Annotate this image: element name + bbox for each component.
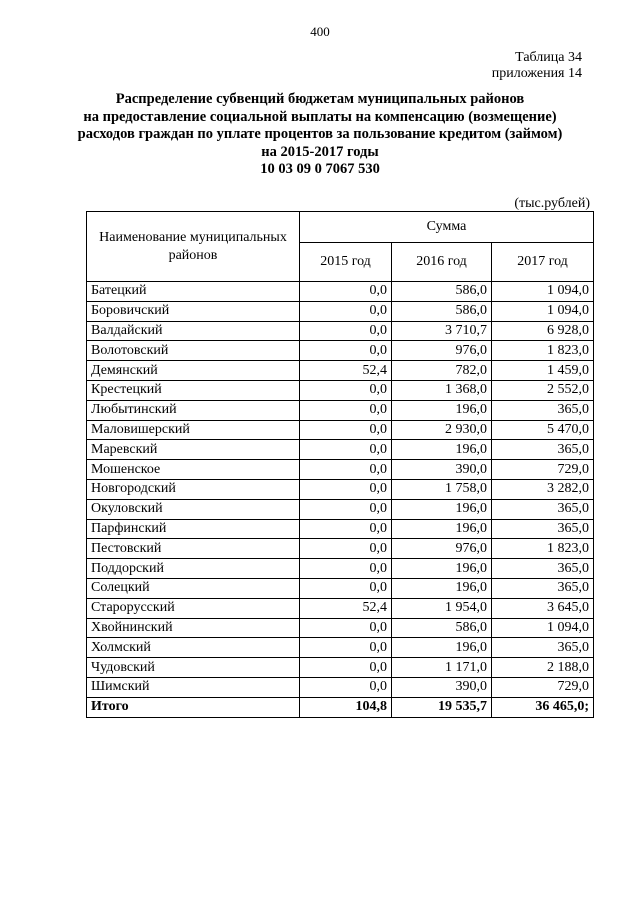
cell-district-name: Валдайский <box>87 321 300 341</box>
cell-amount-2015: 52,4 <box>300 361 392 381</box>
cell-amount-2016: 1 954,0 <box>392 598 492 618</box>
table-row <box>87 420 594 440</box>
cell-amount-2015: 0,0 <box>300 341 392 361</box>
document-title <box>40 91 600 179</box>
cell-amount-2016: 1 758,0 <box>392 479 492 499</box>
table-body <box>87 282 594 718</box>
cell-amount-2016: 976,0 <box>392 341 492 361</box>
table-row <box>87 361 594 381</box>
cell-amount-2015: 0,0 <box>300 578 392 598</box>
table-row <box>87 618 594 638</box>
cell-amount-2016: 196,0 <box>392 499 492 519</box>
cell-amount-2016: 196,0 <box>392 638 492 658</box>
cell-amount-2017: 1 094,0 <box>492 282 594 302</box>
cell-amount-2016: 196,0 <box>392 519 492 539</box>
cell-amount-2016: 2 930,0 <box>392 420 492 440</box>
cell-amount-2015: 0,0 <box>300 677 392 697</box>
table-reference-line1: Таблица 34 <box>515 50 582 65</box>
cell-district-name: Волотовский <box>87 341 300 361</box>
cell-district-name: Парфинский <box>87 519 300 539</box>
cell-amount-2015: 0,0 <box>300 479 392 499</box>
cell-amount-2015: 0,0 <box>300 380 392 400</box>
header-year-2017: 2017 год <box>492 243 594 282</box>
table-row <box>87 301 594 321</box>
cell-amount-2017: 5 470,0 <box>492 420 594 440</box>
table-reference-line2: приложения 14 <box>491 66 582 81</box>
cell-amount-2015: 0,0 <box>300 440 392 460</box>
cell-district-name: Солецкий <box>87 578 300 598</box>
cell-amount-2015: 0,0 <box>300 638 392 658</box>
cell-amount-2017: 729,0 <box>492 460 594 480</box>
cell-amount-2015: 0,0 <box>300 282 392 302</box>
cell-amount-2017: 365,0 <box>492 638 594 658</box>
cell-amount-2015: 0,0 <box>300 420 392 440</box>
table-row <box>87 499 594 519</box>
cell-amount-2015: 0,0 <box>300 460 392 480</box>
subsidy-table <box>86 211 594 718</box>
cell-amount-2015: 52,4 <box>300 598 392 618</box>
table-row <box>87 380 594 400</box>
cell-district-name: Маловишерский <box>87 420 300 440</box>
cell-district-name: Шимский <box>87 677 300 697</box>
cell-amount-2017: 729,0 <box>492 677 594 697</box>
table-row <box>87 638 594 658</box>
cell-district-name: Новгородский <box>87 479 300 499</box>
table-row <box>87 677 594 697</box>
cell-district-name: Любытинский <box>87 400 300 420</box>
cell-amount-2016: 782,0 <box>392 361 492 381</box>
cell-amount-2015: 0,0 <box>300 618 392 638</box>
cell-amount-2015: 0,0 <box>300 301 392 321</box>
total-amount-2016: 19 535,7 <box>392 697 492 717</box>
cell-amount-2016: 1 171,0 <box>392 658 492 678</box>
header-sum: Сумма <box>300 212 594 243</box>
cell-district-name: Поддорский <box>87 559 300 579</box>
cell-district-name: Крестецкий <box>87 380 300 400</box>
title-line3: расходов граждан по уплате процентов за пользование кредитом (займом) <box>77 126 563 142</box>
cell-amount-2017: 365,0 <box>492 400 594 420</box>
header-district-name: Наименование муниципальных районов <box>87 212 300 282</box>
cell-amount-2017: 3 645,0 <box>492 598 594 618</box>
cell-amount-2017: 1 823,0 <box>492 341 594 361</box>
table-row <box>87 341 594 361</box>
cell-district-name: Мошенское <box>87 460 300 480</box>
cell-amount-2015: 0,0 <box>300 321 392 341</box>
total-row <box>87 697 594 717</box>
cell-district-name: Окуловский <box>87 499 300 519</box>
total-amount-2015: 104,8 <box>300 697 392 717</box>
cell-amount-2016: 3 710,7 <box>392 321 492 341</box>
table-row <box>87 479 594 499</box>
budget-code: 10 03 09 0 7067 530 <box>260 161 380 177</box>
table-row <box>87 400 594 420</box>
cell-amount-2015: 0,0 <box>300 499 392 519</box>
cell-amount-2015: 0,0 <box>300 559 392 579</box>
total-district-name: Итого <box>87 697 300 717</box>
table-row <box>87 460 594 480</box>
cell-amount-2017: 365,0 <box>492 578 594 598</box>
cell-amount-2017: 2 552,0 <box>492 380 594 400</box>
cell-amount-2015: 0,0 <box>300 400 392 420</box>
table-row <box>87 519 594 539</box>
cell-amount-2017: 365,0 <box>492 559 594 579</box>
cell-amount-2015: 0,0 <box>300 658 392 678</box>
cell-amount-2016: 1 368,0 <box>392 380 492 400</box>
cell-district-name: Пестовский <box>87 539 300 559</box>
cell-amount-2017: 6 928,0 <box>492 321 594 341</box>
cell-district-name: Старорусский <box>87 598 300 618</box>
cell-amount-2015: 0,0 <box>300 539 392 559</box>
cell-amount-2016: 196,0 <box>392 440 492 460</box>
title-line1: Распределение субвенций бюджетам муниципальных районов <box>115 91 525 107</box>
title-line4: на 2015-2017 годы <box>261 143 379 160</box>
cell-amount-2016: 390,0 <box>392 460 492 480</box>
cell-district-name: Хвойнинский <box>87 618 300 638</box>
cell-district-name: Батецкий <box>87 282 300 302</box>
cell-amount-2016: 586,0 <box>392 618 492 638</box>
cell-amount-2016: 196,0 <box>392 400 492 420</box>
table-row <box>87 598 594 618</box>
cell-amount-2015: 0,0 <box>300 519 392 539</box>
table-row <box>87 282 594 302</box>
cell-district-name: Чудовский <box>87 658 300 678</box>
header-year-2015: 2015 год <box>300 243 392 282</box>
cell-amount-2017: 365,0 <box>492 499 594 519</box>
cell-amount-2017: 1 094,0 <box>492 301 594 321</box>
page-number: 400 <box>310 24 330 39</box>
total-amount-2017: 36 465,0; <box>492 697 594 717</box>
cell-district-name: Холмский <box>87 638 300 658</box>
table-reference <box>492 50 582 82</box>
cell-amount-2017: 2 188,0 <box>492 658 594 678</box>
cell-district-name: Демянский <box>87 361 300 381</box>
header-year-2016: 2016 год <box>392 243 492 282</box>
cell-amount-2017: 1 094,0 <box>492 618 594 638</box>
table-row <box>87 658 594 678</box>
cell-amount-2017: 1 823,0 <box>492 539 594 559</box>
title-line2: на предоставление социальной выплаты на компенсацию (возмещение) <box>83 108 557 125</box>
units-label: (тыс.рублей) <box>514 196 590 211</box>
table-row <box>87 578 594 598</box>
table-row <box>87 321 594 341</box>
cell-amount-2017: 365,0 <box>492 519 594 539</box>
table-row <box>87 539 594 559</box>
cell-amount-2017: 1 459,0 <box>492 361 594 381</box>
cell-amount-2016: 196,0 <box>392 578 492 598</box>
cell-amount-2016: 196,0 <box>392 559 492 579</box>
cell-district-name: Маревский <box>87 440 300 460</box>
cell-amount-2017: 365,0 <box>492 440 594 460</box>
cell-amount-2016: 976,0 <box>392 539 492 559</box>
cell-amount-2016: 586,0 <box>392 301 492 321</box>
cell-amount-2017: 3 282,0 <box>492 479 594 499</box>
table-row <box>87 559 594 579</box>
cell-amount-2016: 390,0 <box>392 677 492 697</box>
table-row <box>87 440 594 460</box>
cell-amount-2016: 586,0 <box>392 282 492 302</box>
cell-district-name: Боровичский <box>87 301 300 321</box>
